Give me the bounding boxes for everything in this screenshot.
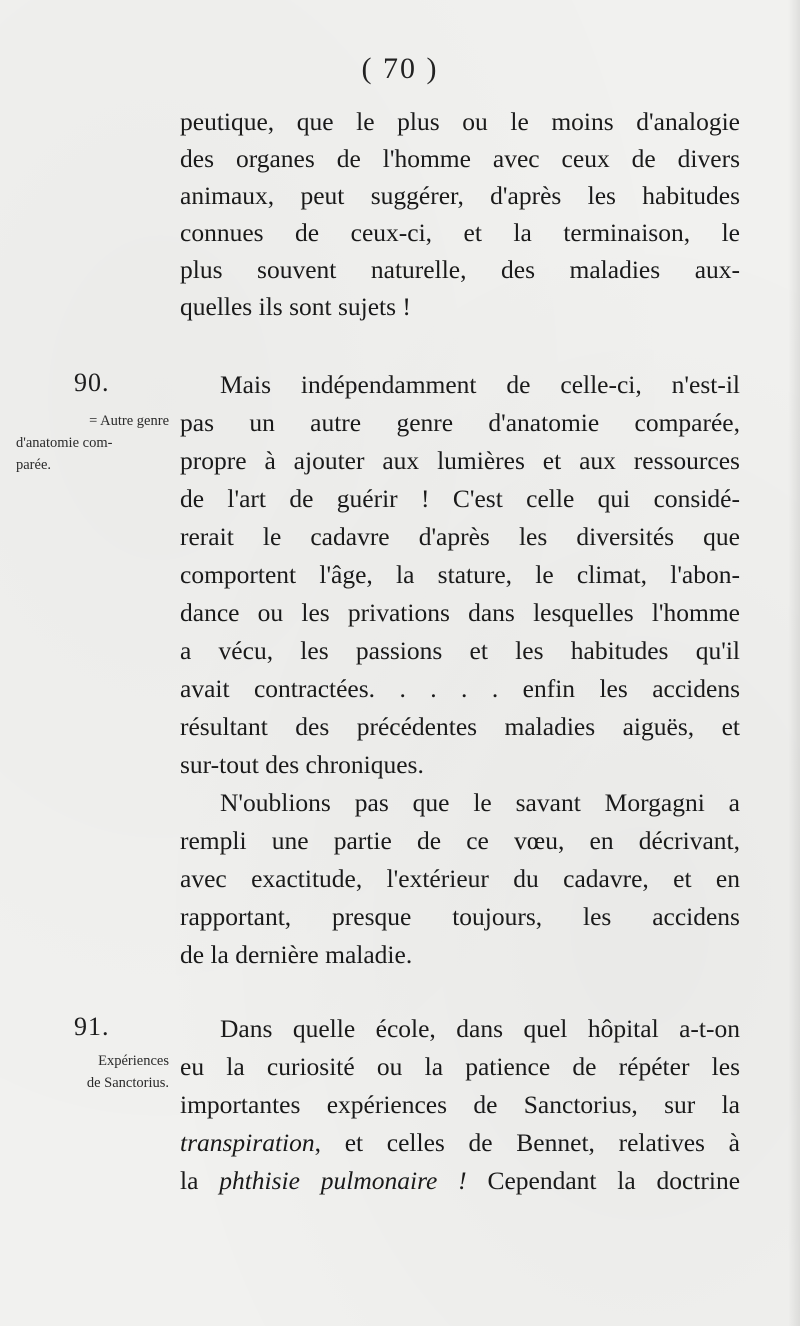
italic-term-phthisie: phthisie pulmonaire ! [219,1166,467,1195]
body-line [180,1162,740,1200]
body-line: N'oublions pas que le savant Morgagni a [220,788,740,817]
body-line: Dans quelle école, dans quel hôpital a-t-on [220,1014,740,1043]
body-line: rapportant, presque toujours, les accidens [180,902,740,931]
body-text: , et celles de Bennet, relatives à [314,1128,740,1157]
body-line: avec exactitude, l'extérieur du cadavre, et en [180,864,740,893]
margin-note-91 [14,1050,169,1094]
body-line: eu la curiosité ou la patience de répéter les [180,1052,740,1081]
body-line: de la dernière maladie. [180,940,413,969]
section-number-91: 91. [74,1012,110,1041]
margin-note-line: = Autre genre [89,413,169,429]
body-line: quelles ils sont sujets ! [180,292,411,321]
body-line: résultant des précédentes maladies aiguës, et [180,712,740,741]
margin-note-90 [14,410,169,476]
body-line: dance ou les privations dans lesquelles l'homme [180,598,740,627]
page-number: ( 70 ) [361,52,439,85]
body-line: sur-tout des chroniques. [180,750,424,779]
body-line: rerait le cadavre d'après les diversités que [180,522,740,551]
body-line: connues de ceux-ci, et la terminaison, le [180,218,740,247]
body-line: importantes expériences de Sanctorius, sur la [180,1090,740,1119]
body-line: plus souvent naturelle, des maladies aux- [180,255,740,284]
body-line: animaux, peut suggérer, d'après les habitudes [180,181,740,210]
margin-note-line: de Sanctorius. [86,1075,169,1091]
body-line: Mais indépendamment de celle-ci, n'est-il [220,370,740,399]
body-text: la [180,1166,220,1195]
body-line: de l'art de guérir ! C'est celle qui considé- [180,484,740,513]
body-line: a vécu, les passions et les habitudes qu'il [180,636,740,665]
section-number-90: 90. [74,368,110,397]
italic-term-transpiration: transpiration [180,1128,315,1157]
page-edge-shadow [788,0,800,1326]
body-line: propre à ajouter aux lumières et aux ressources [180,446,740,475]
body-line: peutique, que le plus ou le moins d'analogie [180,107,740,136]
body-line: comportent l'âge, la stature, le climat, l'abon- [180,560,740,589]
body-line: rempli une partie de ce vœu, en décrivant, [180,826,740,855]
margin-note-line: parée. [16,457,52,473]
margin-note-line: d'anatomie com- [16,435,113,451]
margin-note-line: Expériences [98,1053,169,1069]
body-text: Cependant la doctrine [466,1166,741,1195]
body-line [180,1124,740,1162]
body-line: des organes de l'homme avec ceux de divers [180,144,740,173]
body-line: avait contractées. . . . . enfin les accidens [180,674,740,703]
body-line: pas un autre genre d'anatomie comparée, [180,408,740,437]
